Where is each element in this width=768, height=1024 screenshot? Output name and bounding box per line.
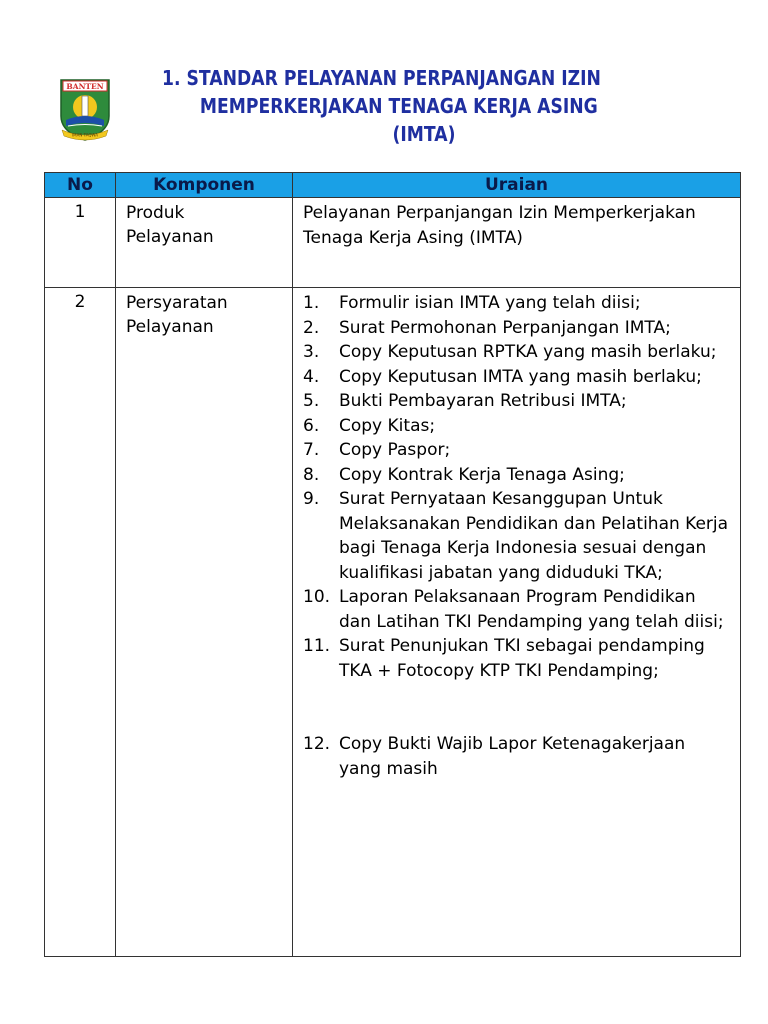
header-no: No [45,173,116,198]
item-number: 11. [303,636,331,656]
item-text: Copy Bukti Wajib Lapor Ketenagakerjaan yang masih [339,734,686,779]
list-item [303,291,732,316]
list-item [303,487,732,585]
uraian-cell [293,198,741,288]
komponen-text: Pelayanan [126,317,214,337]
item-number: 1. [303,293,320,313]
table-row [45,198,741,288]
title-line-3: (IMTA) [392,122,456,146]
item-text: Copy Kontrak Kerja Tenaga Asing; [339,464,625,485]
item-text: Laporan Pelaksanaan Program Pendidikan dan Latihan TKI Pendamping yang telah diisi; [339,587,724,632]
komponen-text: Pelayanan [126,227,214,247]
service-standard-table [44,172,741,957]
list-item [303,414,732,439]
header-uraian: Uraian [293,173,741,198]
banten-coat-of-arms-logo [58,76,112,142]
header-komponen: Komponen [116,173,293,198]
list-item [303,732,732,781]
komponen-cell [116,198,293,288]
row-number: 2 [45,288,116,957]
item-text: Surat Permohonan Perpanjangan IMTA; [339,317,671,338]
item-number: 7. [303,440,320,460]
komponen-cell [116,288,293,957]
komponen-text: Persyaratan [126,293,228,313]
item-number: 6. [303,415,320,436]
uraian-text: Pelayanan Perpanjangan Izin Memperkerjakan Tenaga Kerja Asing (IMTA) [303,203,696,248]
list-item [303,463,732,488]
komponen-text: Produk [126,203,185,223]
item-text: Copy Keputusan RPTKA yang masih berlaku; [339,342,717,362]
list-item [303,634,732,683]
table-header-row [45,173,741,198]
list-item [303,438,732,463]
item-text: Formulir isian IMTA yang telah diisi; [339,293,641,313]
item-text: Copy Paspor; [339,440,451,460]
list-item [303,340,732,365]
uraian-cell [293,288,741,957]
document-title [150,64,601,148]
requirements-list [303,291,732,781]
row-number: 1 [45,198,116,288]
logo-top-text: BANTEN [66,82,104,91]
item-number: 9. [303,489,320,509]
list-item [303,365,732,390]
item-text: Copy Kitas; [339,415,436,436]
item-number: 3. [303,342,320,362]
item-text: Surat Pernyataan Kesanggupan Untuk Melaksanakan Pendidikan dan Pelatihan Kerja bagi Tenaga Kerja Indonesia sesuai dengan kualifikasi jabatan yang diduduki TKA; [339,489,729,583]
item-number: 12. [303,734,331,754]
list-item [303,585,732,634]
item-number: 5. [303,391,320,411]
table-row [45,288,741,957]
title-line-1: 1. STANDAR PELAYANAN PERPANJANGAN IZIN [162,66,601,90]
item-number: 4. [303,366,320,387]
logo-ribbon-text: IMAN TAQWA [71,132,99,138]
item-text: Surat Penunjukan TKI sebagai pendamping TKA + Fotocopy KTP TKI Pendamping; [339,636,705,681]
item-number: 10. [303,587,331,607]
title-line-2: MEMPERKERJAKAN TENAGA KERJA ASING [199,94,598,118]
item-text: Copy Keputusan IMTA yang masih berlaku; [339,366,702,387]
item-text: Bukti Pembayaran Retribusi IMTA; [339,391,627,411]
list-item [303,316,732,341]
item-number: 2. [303,317,320,338]
list-item [303,389,732,414]
item-number: 8. [303,464,320,485]
